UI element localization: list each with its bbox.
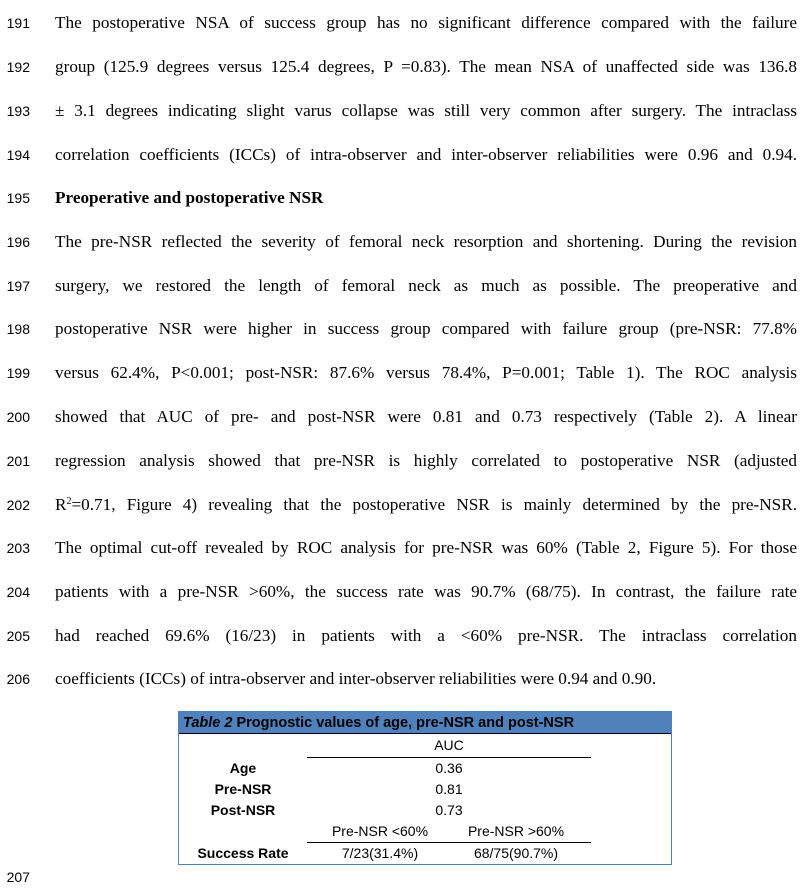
line-205 [0, 621, 800, 651]
success-a: 7/23(31.4%) [341, 845, 419, 861]
line-196 [0, 227, 800, 257]
line-206 [0, 664, 800, 694]
line-194 [0, 140, 800, 170]
body-text: The postoperative NSA of success group has no significant difference compared with the failure [55, 13, 797, 32]
section-heading: Preoperative and postoperative NSR [55, 188, 324, 207]
line-number: 195 [6, 190, 30, 206]
value-post-nsr: 0.73 [435, 802, 463, 818]
line-number: 194 [6, 147, 30, 163]
row-label-success-rate: Success Rate [197, 845, 289, 861]
line-number: 198 [6, 321, 30, 337]
sub-header-a: Pre-NSR <60% [331, 823, 429, 839]
success-b: 68/75(90.7%) [473, 845, 559, 861]
superscript: 2 [66, 496, 72, 507]
line-number: 204 [6, 584, 30, 600]
table-2 [178, 711, 672, 865]
body-text: showed that AUC of pre- and post-NSR were 0.81 and 0.73 respectively (Table 2). A linear [55, 407, 797, 426]
line-number: 202 [6, 497, 30, 513]
body-text: correlation coefficients (ICCs) of intra-observer and inter-observer reliabilities were 0.96 and 0.94. [55, 145, 797, 164]
line-number: 193 [6, 103, 30, 119]
line-number: 201 [6, 453, 30, 469]
body-text: regression analysis showed that pre-NSR is highly correlated to postoperative NSR (adjusted [55, 451, 797, 470]
body-text: The pre-NSR reflected the severity of femoral neck resorption and shortening. During the revision [55, 232, 797, 251]
line-number: 205 [6, 628, 30, 644]
line-191 [0, 8, 800, 38]
line-204 [0, 577, 800, 607]
line-number: 192 [6, 59, 30, 75]
line-203 [0, 533, 800, 563]
body-text: group (125.9 degrees versus 125.4 degrees, P =0.83). The mean NSA of unaffected side was 136.8 [55, 57, 797, 76]
value-age: 0.36 [435, 760, 463, 776]
body-text: The optimal cut-off revealed by ROC analysis for pre-NSR was 60% (Table 2, Figure 5). For those [55, 538, 797, 557]
table-caption-label: Table 2 [183, 715, 233, 731]
table-caption-text: Prognostic values of age, pre-NSR and post-NSR [232, 715, 575, 731]
text-fragment: =0.71, Figure 4) revealing that the postoperative NSR is mainly determined by the pre-NSR. [71, 495, 797, 514]
auc-header: AUC [434, 737, 464, 753]
line-207 [0, 862, 800, 892]
line-number: 203 [6, 540, 30, 556]
line-number: 196 [6, 234, 30, 250]
body-text: coefficients (ICCs) of intra-observer and inter-observer reliabilities were 0.94 and 0.90. [55, 669, 657, 688]
body-text: surgery, we restored the length of femoral neck as much as possible. The preoperative and [55, 276, 797, 295]
line-number: 199 [6, 365, 30, 381]
row-label-post-nsr: Post-NSR [210, 802, 276, 818]
body-text: postoperative NSR were higher in success group compared with failure group (pre-NSR: 77.8% [55, 319, 797, 338]
line-201 [0, 446, 800, 476]
table-caption [179, 712, 671, 734]
row-label-age: Age [229, 760, 257, 776]
line-number: 197 [6, 278, 30, 294]
line-193 [0, 96, 800, 126]
body-text: versus 62.4%, P<0.001; post-NSR: 87.6% versus 78.4%, P=0.001; Table 1). The ROC analysis [55, 363, 797, 382]
row-label-pre-nsr: Pre-NSR [214, 781, 272, 797]
body-text: had reached 69.6% (16/23) in patients with a <60% pre-NSR. The intraclass correlation [55, 626, 797, 645]
line-number: 200 [6, 409, 30, 425]
line-198 [0, 314, 800, 344]
line-195 [0, 183, 800, 213]
body-text [55, 490, 797, 520]
line-199 [0, 358, 800, 388]
line-192 [0, 52, 800, 82]
line-202 [0, 490, 800, 520]
body-text: ± 3.1 degrees indicating slight varus collapse was still very common after surgery. The intraclass [55, 101, 797, 120]
body-text: patients with a pre-NSR >60%, the success rate was 90.7% (68/75). In contrast, the failure rate [55, 582, 797, 601]
text-fragment: R [55, 495, 67, 514]
value-pre-nsr: 0.81 [435, 781, 463, 797]
line-number: 191 [6, 15, 30, 31]
sub-header-b: Pre-NSR >60% [467, 823, 565, 839]
line-197 [0, 271, 800, 301]
line-200 [0, 402, 800, 432]
line-number: 207 [6, 869, 30, 885]
line-number: 206 [6, 671, 30, 687]
